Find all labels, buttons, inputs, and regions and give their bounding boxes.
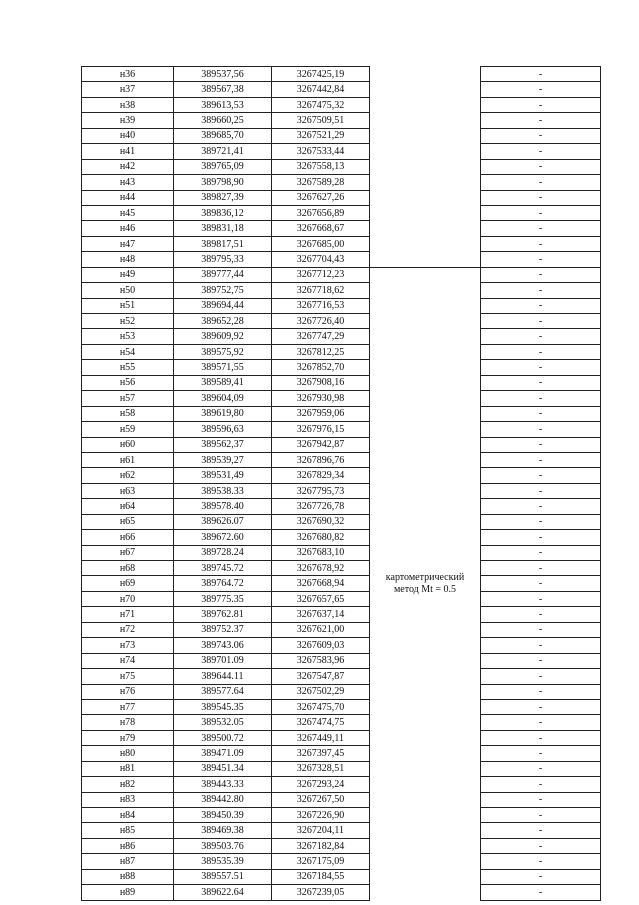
x-coordinate-cell: 389613,53 bbox=[174, 97, 272, 112]
y-coordinate-cell: 3267942,87 bbox=[272, 437, 370, 452]
y-coordinate-cell: 3267690,32 bbox=[272, 514, 370, 529]
point-id-cell: н55 bbox=[82, 360, 174, 375]
table-row bbox=[82, 422, 601, 437]
x-coordinate-cell: 389745.72 bbox=[174, 561, 272, 576]
point-id-cell: н38 bbox=[82, 97, 174, 112]
y-coordinate-cell: 3267716,53 bbox=[272, 298, 370, 313]
x-coordinate-cell: 389539,27 bbox=[174, 452, 272, 467]
point-id-cell: н37 bbox=[82, 82, 174, 97]
point-id-cell: н65 bbox=[82, 514, 174, 529]
point-id-cell: н78 bbox=[82, 715, 174, 730]
point-id-cell: н59 bbox=[82, 422, 174, 437]
y-coordinate-cell: 3267852,70 bbox=[272, 360, 370, 375]
x-coordinate-cell: 389798,90 bbox=[174, 175, 272, 190]
y-coordinate-cell: 3267795,73 bbox=[272, 483, 370, 498]
point-id-cell: н70 bbox=[82, 591, 174, 606]
y-coordinate-cell: 3267474,75 bbox=[272, 715, 370, 730]
x-coordinate-cell: 389500.72 bbox=[174, 730, 272, 745]
table-row bbox=[82, 483, 601, 498]
table-row bbox=[82, 252, 601, 267]
accuracy-cell: - bbox=[481, 854, 601, 869]
x-coordinate-cell: 389537,56 bbox=[174, 67, 272, 82]
x-coordinate-cell: 389442.80 bbox=[174, 792, 272, 807]
table-row bbox=[82, 82, 601, 97]
accuracy-cell: - bbox=[481, 267, 601, 282]
y-coordinate-cell: 3267680,82 bbox=[272, 530, 370, 545]
point-id-cell: н50 bbox=[82, 283, 174, 298]
point-id-cell: н76 bbox=[82, 684, 174, 699]
y-coordinate-cell: 3267704,43 bbox=[272, 252, 370, 267]
x-coordinate-cell: 389535.39 bbox=[174, 854, 272, 869]
x-coordinate-cell: 389831,18 bbox=[174, 221, 272, 236]
point-id-cell: н53 bbox=[82, 329, 174, 344]
table-row bbox=[82, 221, 601, 236]
accuracy-cell: - bbox=[481, 128, 601, 143]
point-id-cell: н46 bbox=[82, 221, 174, 236]
point-id-cell: н67 bbox=[82, 545, 174, 560]
point-id-cell: н62 bbox=[82, 468, 174, 483]
table-row bbox=[82, 190, 601, 205]
x-coordinate-cell: 389694,44 bbox=[174, 298, 272, 313]
point-id-cell: н88 bbox=[82, 869, 174, 884]
y-coordinate-cell: 3267930,98 bbox=[272, 391, 370, 406]
y-coordinate-cell: 3267627,26 bbox=[272, 190, 370, 205]
table-row bbox=[82, 298, 601, 313]
x-coordinate-cell: 389777,44 bbox=[174, 267, 272, 282]
accuracy-cell: - bbox=[481, 375, 601, 390]
table-row bbox=[82, 746, 601, 761]
accuracy-cell: - bbox=[481, 715, 601, 730]
point-id-cell: н83 bbox=[82, 792, 174, 807]
point-id-cell: н75 bbox=[82, 669, 174, 684]
table-row bbox=[82, 360, 601, 375]
x-coordinate-cell: 389503.76 bbox=[174, 838, 272, 853]
accuracy-cell: - bbox=[481, 97, 601, 112]
y-coordinate-cell: 3267726,40 bbox=[272, 314, 370, 329]
accuracy-cell: - bbox=[481, 283, 601, 298]
point-id-cell: н51 bbox=[82, 298, 174, 313]
accuracy-cell: - bbox=[481, 252, 601, 267]
table-row bbox=[82, 808, 601, 823]
accuracy-cell: - bbox=[481, 406, 601, 421]
point-id-cell: н74 bbox=[82, 653, 174, 668]
x-coordinate-cell: 389545.35 bbox=[174, 699, 272, 714]
x-coordinate-cell: 389531,49 bbox=[174, 468, 272, 483]
accuracy-cell: - bbox=[481, 298, 601, 313]
point-id-cell: н61 bbox=[82, 452, 174, 467]
accuracy-cell: - bbox=[481, 236, 601, 251]
accuracy-cell: - bbox=[481, 360, 601, 375]
table-row bbox=[82, 375, 601, 390]
x-coordinate-cell: 389752,75 bbox=[174, 283, 272, 298]
table-row bbox=[82, 545, 601, 560]
y-coordinate-cell: 3267685,00 bbox=[272, 236, 370, 251]
y-coordinate-cell: 3267425,19 bbox=[272, 67, 370, 82]
coordinates-table-body bbox=[82, 67, 601, 901]
accuracy-cell: - bbox=[481, 530, 601, 545]
table-row bbox=[82, 823, 601, 838]
x-coordinate-cell: 389626.07 bbox=[174, 514, 272, 529]
y-coordinate-cell: 3267718,62 bbox=[272, 283, 370, 298]
y-coordinate-cell: 3267475,32 bbox=[272, 97, 370, 112]
table-row bbox=[82, 869, 601, 884]
point-id-cell: н36 bbox=[82, 67, 174, 82]
y-coordinate-cell: 3267547,87 bbox=[272, 669, 370, 684]
x-coordinate-cell: 389571,55 bbox=[174, 360, 272, 375]
accuracy-cell: - bbox=[481, 483, 601, 498]
x-coordinate-cell: 389644.11 bbox=[174, 669, 272, 684]
table-row bbox=[82, 854, 601, 869]
x-coordinate-cell: 389604,09 bbox=[174, 391, 272, 406]
accuracy-cell: - bbox=[481, 653, 601, 668]
x-coordinate-cell: 389817,51 bbox=[174, 236, 272, 251]
point-id-cell: н71 bbox=[82, 607, 174, 622]
point-id-cell: н39 bbox=[82, 113, 174, 128]
y-coordinate-cell: 3267668,67 bbox=[272, 221, 370, 236]
x-coordinate-cell: 389622.64 bbox=[174, 885, 272, 900]
accuracy-cell: - bbox=[481, 175, 601, 190]
y-coordinate-cell: 3267442,84 bbox=[272, 82, 370, 97]
x-coordinate-cell: 389471.09 bbox=[174, 746, 272, 761]
x-coordinate-cell: 389578.40 bbox=[174, 499, 272, 514]
accuracy-cell: - bbox=[481, 622, 601, 637]
accuracy-cell: - bbox=[481, 699, 601, 714]
point-id-cell: н84 bbox=[82, 808, 174, 823]
x-coordinate-cell: 389538.33 bbox=[174, 483, 272, 498]
x-coordinate-cell: 389775.35 bbox=[174, 591, 272, 606]
point-id-cell: н60 bbox=[82, 437, 174, 452]
accuracy-cell: - bbox=[481, 468, 601, 483]
y-coordinate-cell: 3267397,45 bbox=[272, 746, 370, 761]
accuracy-cell: - bbox=[481, 67, 601, 82]
table-row bbox=[82, 576, 601, 591]
accuracy-cell: - bbox=[481, 545, 601, 560]
y-coordinate-cell: 3267959,06 bbox=[272, 406, 370, 421]
x-coordinate-cell: 389652,28 bbox=[174, 314, 272, 329]
point-id-cell: н47 bbox=[82, 236, 174, 251]
x-coordinate-cell: 389589,41 bbox=[174, 375, 272, 390]
point-id-cell: н56 bbox=[82, 375, 174, 390]
point-id-cell: н48 bbox=[82, 252, 174, 267]
x-coordinate-cell: 389728.24 bbox=[174, 545, 272, 560]
x-coordinate-cell: 389752.37 bbox=[174, 622, 272, 637]
y-coordinate-cell: 3267896,76 bbox=[272, 452, 370, 467]
accuracy-cell: - bbox=[481, 792, 601, 807]
y-coordinate-cell: 3267449,11 bbox=[272, 730, 370, 745]
y-coordinate-cell: 3267226,90 bbox=[272, 808, 370, 823]
y-coordinate-cell: 3267621,00 bbox=[272, 622, 370, 637]
accuracy-cell: - bbox=[481, 190, 601, 205]
table-row bbox=[82, 97, 601, 112]
y-coordinate-cell: 3267609,03 bbox=[272, 638, 370, 653]
point-id-cell: н77 bbox=[82, 699, 174, 714]
accuracy-cell: - bbox=[481, 823, 601, 838]
accuracy-cell: - bbox=[481, 221, 601, 236]
accuracy-cell: - bbox=[481, 314, 601, 329]
y-coordinate-cell: 3267267,50 bbox=[272, 792, 370, 807]
y-coordinate-cell: 3267712,23 bbox=[272, 267, 370, 282]
table-row bbox=[82, 561, 601, 576]
table-row bbox=[82, 67, 601, 82]
table-row bbox=[82, 144, 601, 159]
accuracy-cell: - bbox=[481, 607, 601, 622]
accuracy-cell: - bbox=[481, 669, 601, 684]
accuracy-cell: - bbox=[481, 808, 601, 823]
accuracy-cell: - bbox=[481, 684, 601, 699]
accuracy-cell: - bbox=[481, 437, 601, 452]
y-coordinate-cell: 3267502,29 bbox=[272, 684, 370, 699]
accuracy-cell: - bbox=[481, 82, 601, 97]
y-coordinate-cell: 3267747,29 bbox=[272, 329, 370, 344]
point-id-cell: н85 bbox=[82, 823, 174, 838]
accuracy-cell: - bbox=[481, 746, 601, 761]
point-id-cell: н86 bbox=[82, 838, 174, 853]
table-row bbox=[82, 761, 601, 776]
x-coordinate-cell: 389469.38 bbox=[174, 823, 272, 838]
accuracy-cell: - bbox=[481, 329, 601, 344]
table-row bbox=[82, 406, 601, 421]
method-text-line2: метод Mt = 0.5 bbox=[393, 583, 457, 595]
y-coordinate-cell: 3267239,05 bbox=[272, 885, 370, 900]
point-id-cell: н42 bbox=[82, 159, 174, 174]
accuracy-cell: - bbox=[481, 777, 601, 792]
method-text-line1: картометрический bbox=[385, 571, 465, 583]
x-coordinate-cell: 389609,92 bbox=[174, 329, 272, 344]
point-id-cell: н49 bbox=[82, 267, 174, 282]
y-coordinate-cell: 3267637,14 bbox=[272, 607, 370, 622]
method-cell-upper bbox=[370, 67, 481, 268]
table-row bbox=[82, 669, 601, 684]
x-coordinate-cell: 389557.51 bbox=[174, 869, 272, 884]
point-id-cell: н66 bbox=[82, 530, 174, 545]
x-coordinate-cell: 389743.06 bbox=[174, 638, 272, 653]
table-row bbox=[82, 128, 601, 143]
table-row bbox=[82, 715, 601, 730]
accuracy-cell: - bbox=[481, 144, 601, 159]
table-row bbox=[82, 113, 601, 128]
table-row bbox=[82, 638, 601, 653]
accuracy-cell: - bbox=[481, 869, 601, 884]
point-id-cell: н41 bbox=[82, 144, 174, 159]
y-coordinate-cell: 3267656,89 bbox=[272, 205, 370, 220]
y-coordinate-cell: 3267533,44 bbox=[272, 144, 370, 159]
accuracy-cell: - bbox=[481, 499, 601, 514]
table-row bbox=[82, 530, 601, 545]
accuracy-cell: - bbox=[481, 344, 601, 359]
x-coordinate-cell: 389450.39 bbox=[174, 808, 272, 823]
table-row bbox=[82, 236, 601, 251]
y-coordinate-cell: 3267558,13 bbox=[272, 159, 370, 174]
table-row bbox=[82, 777, 601, 792]
point-id-cell: н52 bbox=[82, 314, 174, 329]
y-coordinate-cell: 3267829,34 bbox=[272, 468, 370, 483]
accuracy-cell: - bbox=[481, 638, 601, 653]
point-id-cell: н54 bbox=[82, 344, 174, 359]
x-coordinate-cell: 389596,63 bbox=[174, 422, 272, 437]
accuracy-cell: - bbox=[481, 730, 601, 745]
x-coordinate-cell: 389451.34 bbox=[174, 761, 272, 776]
x-coordinate-cell: 389672.60 bbox=[174, 530, 272, 545]
table-row bbox=[82, 437, 601, 452]
coordinates-table bbox=[81, 66, 601, 901]
x-coordinate-cell: 389795,33 bbox=[174, 252, 272, 267]
point-id-cell: н58 bbox=[82, 406, 174, 421]
x-coordinate-cell: 389836,12 bbox=[174, 205, 272, 220]
x-coordinate-cell: 389562,37 bbox=[174, 437, 272, 452]
point-id-cell: н82 bbox=[82, 777, 174, 792]
coordinates-table-sheet bbox=[81, 66, 600, 901]
method-cell bbox=[370, 267, 481, 900]
point-id-cell: н40 bbox=[82, 128, 174, 143]
x-coordinate-cell: 389765,09 bbox=[174, 159, 272, 174]
point-id-cell: н73 bbox=[82, 638, 174, 653]
point-id-cell: н69 bbox=[82, 576, 174, 591]
y-coordinate-cell: 3267293,24 bbox=[272, 777, 370, 792]
table-row bbox=[82, 653, 601, 668]
table-row bbox=[82, 838, 601, 853]
table-row bbox=[82, 159, 601, 174]
x-coordinate-cell: 389575,92 bbox=[174, 344, 272, 359]
table-row bbox=[82, 607, 601, 622]
y-coordinate-cell: 3267175,09 bbox=[272, 854, 370, 869]
y-coordinate-cell: 3267657,65 bbox=[272, 591, 370, 606]
x-coordinate-cell: 389764.72 bbox=[174, 576, 272, 591]
x-coordinate-cell: 389762.81 bbox=[174, 607, 272, 622]
point-id-cell: н72 bbox=[82, 622, 174, 637]
x-coordinate-cell: 389660,25 bbox=[174, 113, 272, 128]
accuracy-cell: - bbox=[481, 761, 601, 776]
table-row bbox=[82, 499, 601, 514]
point-id-cell: н89 bbox=[82, 885, 174, 900]
table-row bbox=[82, 283, 601, 298]
accuracy-cell: - bbox=[481, 391, 601, 406]
table-row bbox=[82, 175, 601, 190]
point-id-cell: н44 bbox=[82, 190, 174, 205]
x-coordinate-cell: 389619,80 bbox=[174, 406, 272, 421]
point-id-cell: н43 bbox=[82, 175, 174, 190]
accuracy-cell: - bbox=[481, 561, 601, 576]
accuracy-cell: - bbox=[481, 205, 601, 220]
x-coordinate-cell: 389721,41 bbox=[174, 144, 272, 159]
x-coordinate-cell: 389701.09 bbox=[174, 653, 272, 668]
y-coordinate-cell: 3267583,96 bbox=[272, 653, 370, 668]
y-coordinate-cell: 3267683,10 bbox=[272, 545, 370, 560]
y-coordinate-cell: 3267521,29 bbox=[272, 128, 370, 143]
table-row bbox=[82, 391, 601, 406]
y-coordinate-cell: 3267328,51 bbox=[272, 761, 370, 776]
y-coordinate-cell: 3267678,92 bbox=[272, 561, 370, 576]
table-row bbox=[82, 622, 601, 637]
accuracy-cell: - bbox=[481, 514, 601, 529]
x-coordinate-cell: 389577.64 bbox=[174, 684, 272, 699]
table-row bbox=[82, 314, 601, 329]
table-row bbox=[82, 329, 601, 344]
y-coordinate-cell: 3267184,55 bbox=[272, 869, 370, 884]
point-id-cell: н63 bbox=[82, 483, 174, 498]
accuracy-cell: - bbox=[481, 159, 601, 174]
y-coordinate-cell: 3267668,94 bbox=[272, 576, 370, 591]
point-id-cell: н57 bbox=[82, 391, 174, 406]
y-coordinate-cell: 3267908,16 bbox=[272, 375, 370, 390]
point-id-cell: н68 bbox=[82, 561, 174, 576]
x-coordinate-cell: 389567,38 bbox=[174, 82, 272, 97]
table-row bbox=[82, 684, 601, 699]
accuracy-cell: - bbox=[481, 422, 601, 437]
point-id-cell: н80 bbox=[82, 746, 174, 761]
y-coordinate-cell: 3267204,11 bbox=[272, 823, 370, 838]
table-row bbox=[82, 885, 601, 900]
point-id-cell: н64 bbox=[82, 499, 174, 514]
y-coordinate-cell: 3267726,78 bbox=[272, 499, 370, 514]
table-row bbox=[82, 452, 601, 467]
accuracy-cell: - bbox=[481, 113, 601, 128]
y-coordinate-cell: 3267812,25 bbox=[272, 344, 370, 359]
y-coordinate-cell: 3267475,70 bbox=[272, 699, 370, 714]
y-coordinate-cell: 3267976,15 bbox=[272, 422, 370, 437]
table-row bbox=[82, 514, 601, 529]
point-id-cell: н81 bbox=[82, 761, 174, 776]
x-coordinate-cell: 389827,39 bbox=[174, 190, 272, 205]
point-id-cell: н79 bbox=[82, 730, 174, 745]
x-coordinate-cell: 389532.05 bbox=[174, 715, 272, 730]
table-row bbox=[82, 730, 601, 745]
y-coordinate-cell: 3267509,51 bbox=[272, 113, 370, 128]
table-row bbox=[82, 591, 601, 606]
accuracy-cell: - bbox=[481, 452, 601, 467]
accuracy-cell: - bbox=[481, 591, 601, 606]
x-coordinate-cell: 389685,70 bbox=[174, 128, 272, 143]
table-row bbox=[82, 468, 601, 483]
accuracy-cell: - bbox=[481, 838, 601, 853]
table-row bbox=[82, 205, 601, 220]
accuracy-cell: - bbox=[481, 576, 601, 591]
y-coordinate-cell: 3267182,84 bbox=[272, 838, 370, 853]
table-row bbox=[82, 267, 601, 282]
table-row bbox=[82, 699, 601, 714]
table-row bbox=[82, 344, 601, 359]
point-id-cell: н45 bbox=[82, 205, 174, 220]
table-row bbox=[82, 792, 601, 807]
y-coordinate-cell: 3267589,28 bbox=[272, 175, 370, 190]
x-coordinate-cell: 389443.33 bbox=[174, 777, 272, 792]
accuracy-cell: - bbox=[481, 885, 601, 900]
point-id-cell: н87 bbox=[82, 854, 174, 869]
